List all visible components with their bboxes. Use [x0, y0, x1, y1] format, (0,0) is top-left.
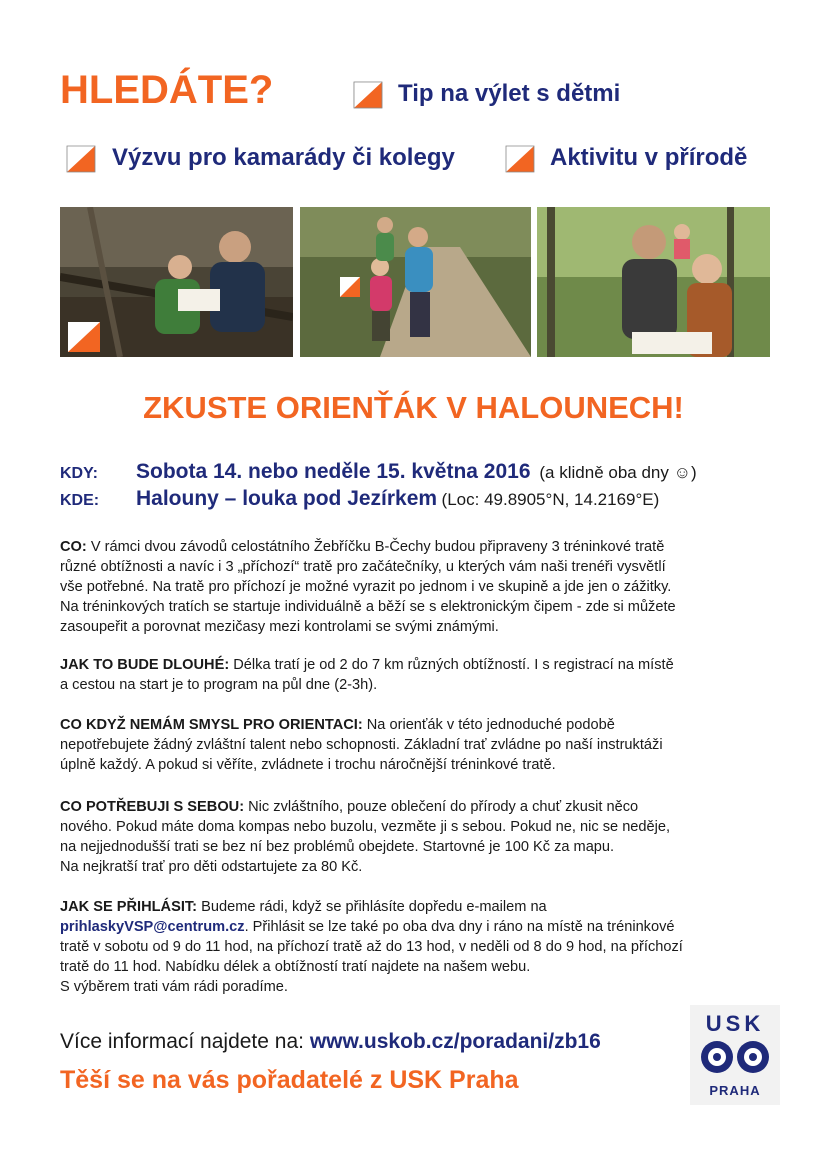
section-heading: JAK TO BUDE DLOUHÉ: [60, 657, 230, 673]
section-line: nepotřebujete žádný zvláštní talent nebo schopnosti. Základní trať zvládne po naší instruktáži [60, 737, 663, 753]
section-heading: CO: [60, 539, 87, 555]
section-line: a cestou na start je to program na půl dne (2-3h). [60, 677, 378, 693]
section-no-orientation-sense [60, 715, 770, 775]
photo-forest-map-reading [537, 207, 770, 357]
section-what-to-bring [60, 797, 770, 877]
orienteering-flag-icon [504, 142, 536, 174]
section-line: Na nejkratší trať pro děti odstartujete za 80 Kč. [60, 859, 363, 875]
headline: HLEDÁTE? [60, 68, 274, 112]
main-title: ZKUSTE ORIENŤÁK V HALOUNECH! [143, 390, 684, 425]
section-signup [60, 897, 770, 997]
section-heading: CO KDYŽ NEMÁM SMYSL PRO ORIENTACI: [60, 717, 363, 733]
more-info-line [60, 1030, 601, 1054]
logo-top-text: USK [705, 1011, 765, 1036]
section-length [60, 655, 770, 695]
section-line: zasoupeřit a porovnat mezičasy mezi kontrolami se svými známými. [60, 619, 499, 635]
signup-line: S výběrem trati vám rádi poradíme. [60, 979, 288, 995]
thanks-line: Těší se na vás pořadatelé z USK Praha [60, 1066, 519, 1094]
usk-owl-logo [690, 1005, 780, 1105]
section-line: nového. Pokud máte doma kompas nebo buzolu, vezměte ji s sebou. Pokud ne, nic se neděje, [60, 819, 671, 835]
section-heading: JAK SE PŘIHLÁSIT: [60, 899, 198, 915]
photo-forest-path-running [300, 207, 531, 357]
section-line: na nejjednodušší trati se bez ní bez problémů obejdete. Startovné je 100 Kč za mapu. [60, 839, 615, 855]
where-note: (Loc: 49.8905°N, 14.2169°E) [441, 490, 660, 509]
when-value: Sobota 14. nebo neděle 15. května 2016 [136, 460, 531, 483]
more-info-label: Více informací najdete na: [60, 1030, 304, 1053]
signup-line: Budeme rádi, když se přihlásíte dopředu e-mailem na [201, 899, 547, 915]
logo-bottom-text: PRAHA [709, 1083, 761, 1098]
section-line: různé obtížnosti a navíc i 3 „příchozí“ tratě pro začátečníky, u kterých vám naši trenéři vysvětlí [60, 559, 666, 575]
section-line: V rámci dvou závodů celostátního Žebříčku B-Čechy budou připraveny 3 tréninkové tratě [90, 539, 665, 555]
when-row [60, 460, 697, 484]
tip-trip-with-kids: Tip na výlet s dětmi [398, 80, 621, 107]
when-label: KDY: [60, 465, 98, 482]
orienteering-flag-icon [65, 142, 97, 174]
section-heading: CO POTŘEBUJI S SEBOU: [60, 799, 245, 815]
more-info-url-link[interactable]: www.uskob.cz/poradani/zb16 [309, 1030, 601, 1053]
signup-line: tratě do 11 hod. Nabídku délek a obtížností tratí najdete na našem webu. [60, 959, 531, 975]
orienteering-flag-icon [352, 78, 384, 110]
signup-email-link[interactable]: prihlaskyVSP@centrum.cz [60, 919, 245, 935]
section-what [60, 537, 770, 637]
section-line: úplně každý. A pokud si věříte, zvládnete i trochu náročnější tréninkové tratě. [60, 757, 556, 773]
section-line: Nic zvláštního, pouze oblečení do přírody a chuť zkusit něco [248, 799, 639, 815]
section-line: vše potřebné. Na tratě pro příchozí je možné vyrazit po jednom i ve skupině a jde jen o zážitky. [60, 579, 672, 595]
signup-line: tratě v sobotu od 9 do 11 hod, na příchozí tratě až do 13 hod, v neděli od 8 do 9 hod, na příchozí [60, 939, 683, 955]
section-line: Na orienťák v této jednoduché podobě [366, 717, 615, 733]
where-row [60, 487, 659, 511]
tip-challenge-friends: Výzvu pro kamarády či kolegy [112, 144, 455, 171]
section-line: Délka tratí je od 2 do 7 km různých obtížností. I s registrací na místě [233, 657, 674, 673]
where-label: KDE: [60, 492, 100, 509]
tip-nature-activity: Aktivitu v přírodě [550, 144, 748, 171]
section-line: Na tréninkových tratích se startuje individuálně a běží se s elektronickým čipem - zde si můžete [60, 599, 676, 615]
signup-line: . Přihlásit se lze také po oba dva dny i ráno na místě na tréninkové [244, 919, 675, 935]
where-value: Halouny – louka pod Jezírkem [136, 487, 438, 510]
photo-forest-kids-map [60, 207, 293, 357]
when-note: (a klidně oba dny ☺) [539, 463, 697, 482]
